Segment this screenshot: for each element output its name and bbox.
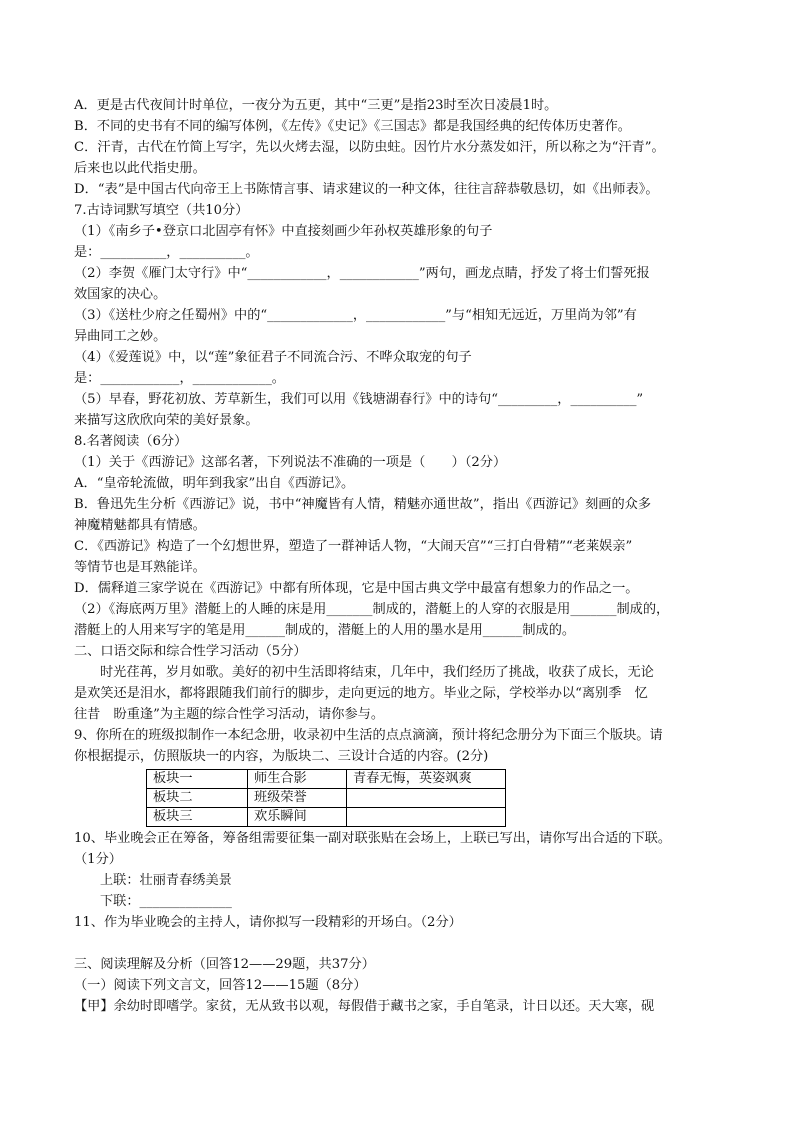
- section-2-intro-cont1: 是欢笑还是泪水，都将跟随我们前行的脚步，走向更远的地方。毕业之际，学校举办以“离别季 忆: [74, 686, 648, 701]
- q8-option-c-cont: 等情节也是耳熟能详。: [74, 560, 206, 575]
- q7-sub4: （4）《爱莲说》中，以“莲”象征君子不同流合污、不哗众取宠的句子: [74, 350, 472, 365]
- table-cell-content: 青春无悔，英姿飒爽: [347, 770, 506, 789]
- couplet-lower: 下联：______________: [100, 894, 232, 909]
- section-2-intro: 时光荏苒，岁月如歌。美好的初中生活即将结束，几年中，我们经历了挑战，收获了成长，无论: [100, 665, 654, 680]
- table-cell-title: 师生合影: [248, 770, 347, 789]
- question-10-score: （1分）: [74, 852, 122, 867]
- couplet-upper: 上联：壮丽青春绣美景: [100, 873, 232, 888]
- q8-option-d: D．儒释道三家学说在《西游记》中都有所体现，它是中国古典文学中最富有想象力的作品之一。: [74, 581, 639, 596]
- passage-jia: 【甲】余幼时即嗜学。家贫，无从致书以观，每假借于藏书之家，手自笔录，计日以还。天大寒，砚: [74, 999, 655, 1014]
- q8-sub1: （1）关于《西游记》这部名著，下列说法不准确的一项是（ ）（2分）: [74, 455, 507, 470]
- q7-sub3-cont: 异曲同工之妙。: [74, 329, 167, 344]
- table-cell-title: 欢乐瞬间: [248, 808, 347, 827]
- table-cell-block: 板块一: [147, 770, 248, 789]
- option-d-line: D．“表”是中国古代向帝王上书陈情言事、请求建议的一种文体，往往言辞恭敬恳切，如《出师表》。: [74, 182, 659, 197]
- table-row: [147, 789, 506, 808]
- q8-option-c: C．《西游记》构造了一个幻想世界，塑造了一群神话人物，“大闹天宫”“三打白骨精”“老莱娱亲”: [74, 539, 633, 554]
- q7-sub4-blank: 是：____________，____________。: [74, 371, 285, 386]
- section-3-heading: 三、阅读理解及分析（回答12——29题，共37分）: [74, 957, 375, 972]
- section-2-heading: 二、口语交际和综合性学习活动（5分）: [74, 644, 307, 659]
- option-a-line: A．更是古代夜间计时单位，一夜分为五更，其中“三更”是指23时至次日凌晨1时。: [74, 98, 558, 113]
- question-8-heading: 8.名著阅读（6分）: [74, 434, 188, 449]
- q7-sub5: （5）早春，野花初放、芳草新生，我们可以用《钱塘湖春行》中的诗句“_________，__________”: [74, 392, 644, 407]
- q7-sub2: （2）李贺《雁门太守行》中“____________，____________”两句，画龙点睛，抒发了将士们誓死报: [74, 266, 650, 281]
- option-c-line-cont: 后来也以此代指史册。: [74, 161, 206, 176]
- q8-sub2-cont: 潜艇上的人用来写字的笔是用______制成的，潜艇上的人用的墨水是用______制成的。: [74, 623, 576, 638]
- question-11: 11、作为毕业晚会的主持人，请你拟写一段精彩的开场白。（2分）: [74, 915, 462, 930]
- table-cell-content: [347, 789, 506, 808]
- q7-sub1: （1）《南乡子•登京口北固亭有怀》中直接刻画少年孙权英雄形象的句子: [74, 224, 493, 239]
- subsection-1-heading: （一）阅读下列文言文，回答12——15题（8分）: [74, 978, 367, 993]
- option-b-line: B．不同的史书有不同的编写体例，《左传》《史记》《三国志》都是我国经典的纪传体历史著作。: [74, 119, 631, 134]
- question-10: 10、毕业晚会正在筹备，筹备组需要征集一副对联张贴在会场上，上联已写出，请你写出合适的下联。: [74, 831, 672, 846]
- exam-page: [74, 95, 742, 1017]
- question-9: 9、你所在的班级拟制作一本纪念册，收录初中生活的点点滴滴，预计将纪念册分为下面三个版块。请: [74, 728, 663, 743]
- table-cell-title: 班级荣誉: [248, 789, 347, 808]
- section-2-intro-cont2: 往昔 盼重逢”为主题的综合性学习活动，请你参与。: [74, 707, 385, 722]
- table-row: [147, 808, 506, 827]
- option-c-line: C．汗青，古代在竹简上写字，先以火烤去湿，以防虫蛀。因竹片水分蒸发如汗，所以称之为“汗青”。: [74, 140, 665, 155]
- q8-option-a: A．“皇帝轮流做，明年到我家”出自《西游记》。: [74, 476, 355, 491]
- q8-option-b: B．鲁迅先生分析《西游记》说，书中“神魔皆有人情，精魅亦通世故”，指出《西游记》刻画的众多: [74, 497, 652, 512]
- table-row: [147, 770, 506, 789]
- q7-sub5-cont: 来描写这欣欣向荣的美好景象。: [74, 413, 259, 428]
- q7-sub2-cont: 效国家的决心。: [74, 287, 167, 302]
- q8-sub2: （2）《海底两万里》潜艇上的人睡的床是用_______制成的，潜艇上的人穿的衣服是用_______制成的，: [74, 602, 670, 617]
- question-7-heading: 7.古诗词默写填空（共10分）: [74, 203, 249, 218]
- q7-sub3: （3）《送杜少府之任蜀州》中的“_____________，____________”与“相知无远近，万里尚为邻”有: [74, 308, 637, 323]
- question-9-cont: 你根据提示，仿照版块一的内容，为版块二、三设计合适的内容。(2分): [74, 749, 489, 764]
- q8-option-b-cont: 神魔精魅都具有情感。: [74, 518, 206, 533]
- table-cell-content: [347, 808, 506, 827]
- table-cell-block: 板块二: [147, 789, 248, 808]
- table-cell-block: 板块三: [147, 808, 248, 827]
- q7-sub1-blank: 是：__________，__________。: [74, 245, 259, 260]
- blank-gap: [74, 933, 742, 954]
- memorial-book-table: [146, 769, 506, 827]
